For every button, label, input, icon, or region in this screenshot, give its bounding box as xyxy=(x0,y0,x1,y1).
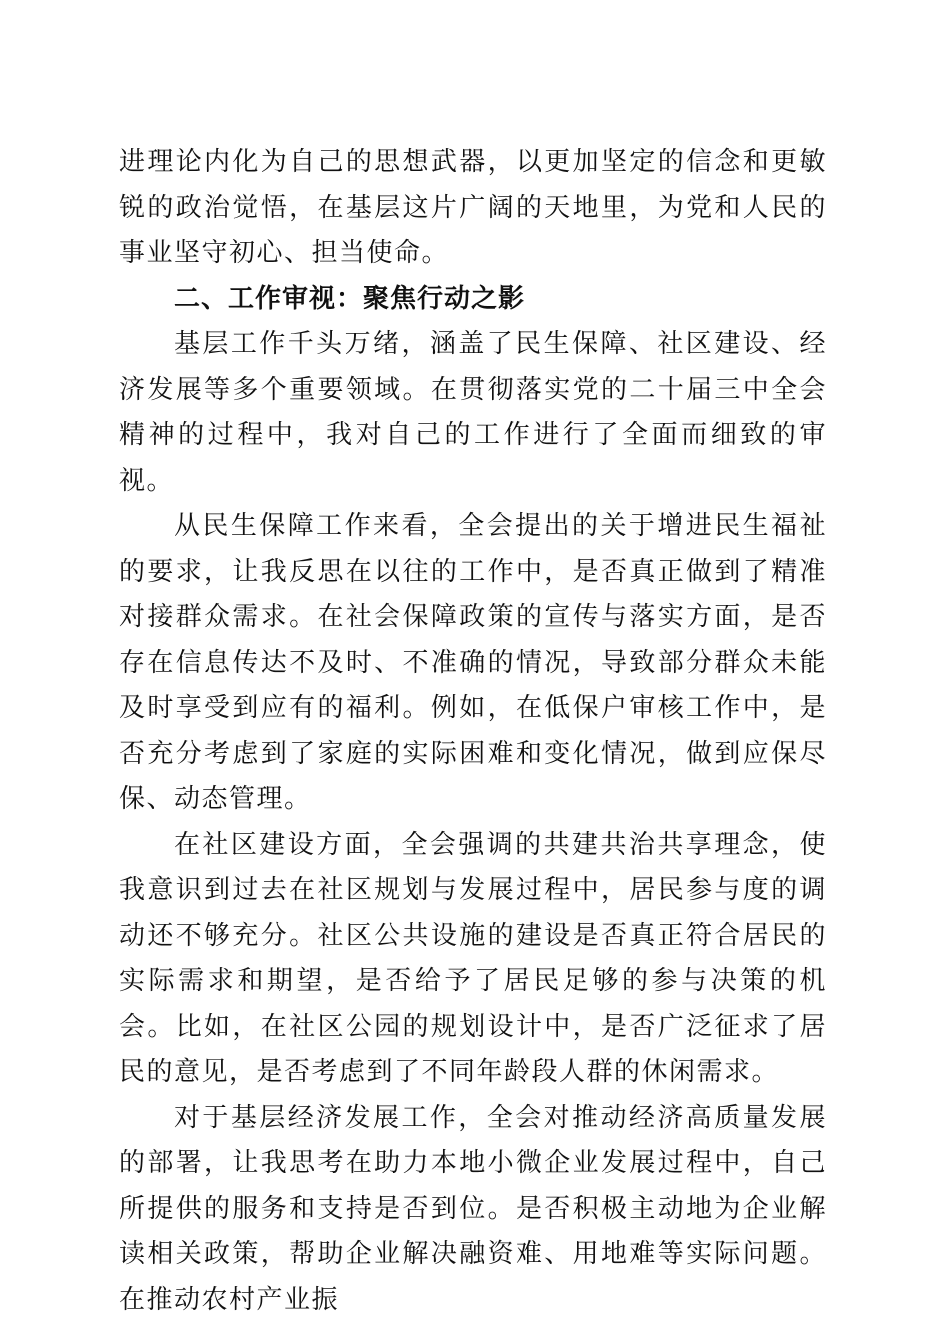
paragraph: 对于基层经济发展工作，全会对推动经济高质量发展的部署，让我思考在助力本地小微企业发展过程中，自己所提供的服务和支持是否到位。是否积极主动地为企业解读相关政策，帮助企业解决融资难、用地难等实际问题。在推动农村产业振 xyxy=(119,1102,827,1315)
paragraph: 从民生保障工作来看，全会提出的关于增进民生福祉的要求，让我反思在以往的工作中，是否真正做到了精准对接群众需求。在社会保障政策的宣传与落实方面，是否存在信息传达不及时、不准确的情况，导致部分群众未能及时享受到应有的福利。例如，在低保户审核工作中，是否充分考虑到了家庭的实际困难和变化情况，做到应保尽保、动态管理。 xyxy=(119,511,827,814)
paragraph: 基层工作千头万绪，涵盖了民生保障、社区建设、经济发展等多个重要领域。在贯彻落实党的二十届三中全会精神的过程中，我对自己的工作进行了全面而细致的审视。 xyxy=(119,329,827,496)
document-body xyxy=(119,140,827,1323)
paragraph-continuation: 进理论内化为自己的思想武器，以更加坚定的信念和更敏锐的政治觉悟，在基层这片广阔的天地里，为党和人民的事业坚守初心、担当使命。 xyxy=(119,147,827,268)
section-heading: 二、工作审视：聚焦行动之影 xyxy=(174,283,526,314)
paragraph: 在社区建设方面，全会强调的共建共治共享理念，使我意识到过去在社区规划与发展过程中，居民参与度的调动还不够充分。社区公共设施的建设是否真正符合居民的实际需求和期望，是否给予了居民足够的参与决策的机会。比如，在社区公园的规划设计中，是否广泛征求了居民的意见，是否考虑到了不同年龄段人群的休闲需求。 xyxy=(119,829,827,1087)
